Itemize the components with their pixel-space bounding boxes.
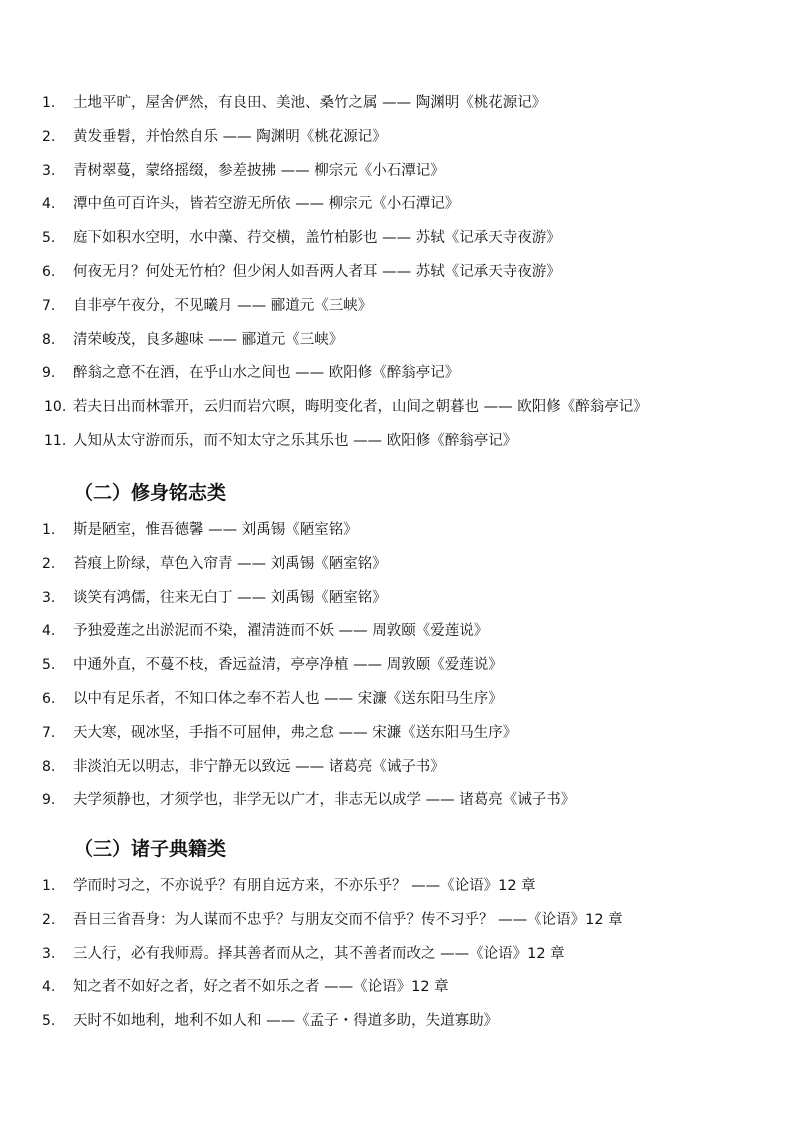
item-number: 1. (42, 95, 56, 111)
item-number: 9. (42, 365, 56, 382)
item-number: 2. (42, 911, 56, 928)
item-text: 苔痕上阶绿，草色入帘青 —— 刘禹锡《陋室铭》 (73, 555, 387, 572)
item-number: 6. (42, 690, 56, 707)
item-text: 天大寒，砚冰坚，手指不可屈伸，弗之怠 —— 宋濂《送东阳马生序》 (73, 724, 518, 741)
item-number: 8. (42, 758, 56, 775)
section-3-heading: （三）诸子典籍类 (74, 838, 227, 860)
item-number: 10. (44, 399, 67, 416)
item-number: 9. (42, 792, 56, 809)
item-text: 庭下如积水空明，水中藻、荇交横，盖竹柏影也 —— 苏轼《记承天寺夜游》 (73, 230, 561, 247)
item-number: 7. (42, 297, 56, 314)
item-text: 青树翠蔓，蒙络摇缀，参差披拂 —— 柳宗元《小石潭记》 (73, 162, 445, 179)
item-text: 清荣峻茂，良多趣味 —— 郦道元《三峡》 (73, 331, 344, 348)
item-text: 夫学须静也，才须学也，非学无以广才，非志无以成学 —— 诸葛亮《诫子书》 (73, 792, 576, 809)
item-text: 予独爱莲之出淤泥而不染，濯清涟而不妖 —— 周敦颐《爱莲说》 (73, 623, 489, 640)
item-text: 何夜无月？何处无竹柏？但少闲人如吾两人者耳 —— 苏轼《记承天寺夜游》 (73, 263, 561, 280)
item-number: 11. (44, 432, 67, 449)
item-number: 2. (42, 555, 56, 572)
item-number: 4. (42, 623, 56, 640)
item-number: 3. (42, 589, 56, 606)
item-text: 斯是陋室，惟吾德馨 —— 刘禹锡《陋室铭》 (73, 522, 358, 538)
item-number: 5. (42, 657, 56, 674)
item-number: 7. (42, 724, 56, 741)
item-text: 天时不如地利，地利不如人和 ——《孟子・得道多助，失道寡助》 (73, 1013, 499, 1030)
item-text: 以中有足乐者，不知口体之奉不若人也 —— 宋濂《送东阳马生序》 (73, 690, 503, 707)
item-number: 4. (42, 196, 56, 213)
item-text: 自非亭午夜分，不见曦月 —— 郦道元《三峡》 (73, 297, 373, 314)
item-number: 2. (42, 128, 56, 145)
item-text: 吾日三省吾身：为人谋而不忠乎？与朋友交而不信乎？传不习乎？ ——《论语》12 章 (73, 911, 623, 928)
item-text: 人知从太守游而乐，而不知太守之乐其乐也 —— 欧阳修《醉翁亭记》 (73, 432, 518, 449)
item-number: 5. (42, 1013, 56, 1030)
item-text: 潭中鱼可百许头，皆若空游无所依 —— 柳宗元《小石潭记》 (73, 196, 460, 213)
item-number: 3. (42, 162, 56, 179)
item-number: 3. (42, 945, 56, 962)
item-text: 非淡泊无以明志，非宁静无以致远 —— 诸葛亮《诫子书》 (73, 758, 445, 775)
item-text: 醉翁之意不在酒，在乎山水之间也 —— 欧阳修《醉翁亭记》 (73, 365, 460, 382)
item-number: 1. (42, 522, 56, 538)
item-text: 中通外直，不蔓不枝，香远益清，亭亭净植 —— 周敦颐《爱莲说》 (73, 657, 503, 674)
item-number: 1. (42, 878, 56, 894)
item-text: 知之者不如好之者，好之者不如乐之者 ——《论语》12 章 (73, 979, 449, 996)
section-2-heading: （二）修身铭志类 (74, 482, 227, 504)
item-number: 5. (42, 230, 56, 247)
item-text: 三人行，必有我师焉。择其善者而从之，其不善者而改之 ——《论语》12 章 (73, 945, 565, 962)
item-number: 8. (42, 331, 56, 348)
item-number: 4. (42, 979, 56, 996)
item-text: 若夫日出而林霏开，云归而岩穴暝，晦明变化者，山间之朝暮也 —— 欧阳修《醉翁亭记》 (73, 399, 648, 416)
item-number: 6. (42, 263, 56, 280)
item-text: 学而时习之，不亦说乎？有朋自远方来，不亦乐乎？ ——《论语》12 章 (73, 878, 536, 894)
item-text: 黄发垂髫，并怡然自乐 —— 陶渊明《桃花源记》 (73, 128, 387, 145)
item-text: 谈笑有鸿儒，往来无白丁 —— 刘禹锡《陋室铭》 (73, 589, 387, 606)
item-text: 土地平旷，屋舍俨然，有良田、美池、桑竹之属 —— 陶渊明《桃花源记》 (73, 95, 547, 111)
